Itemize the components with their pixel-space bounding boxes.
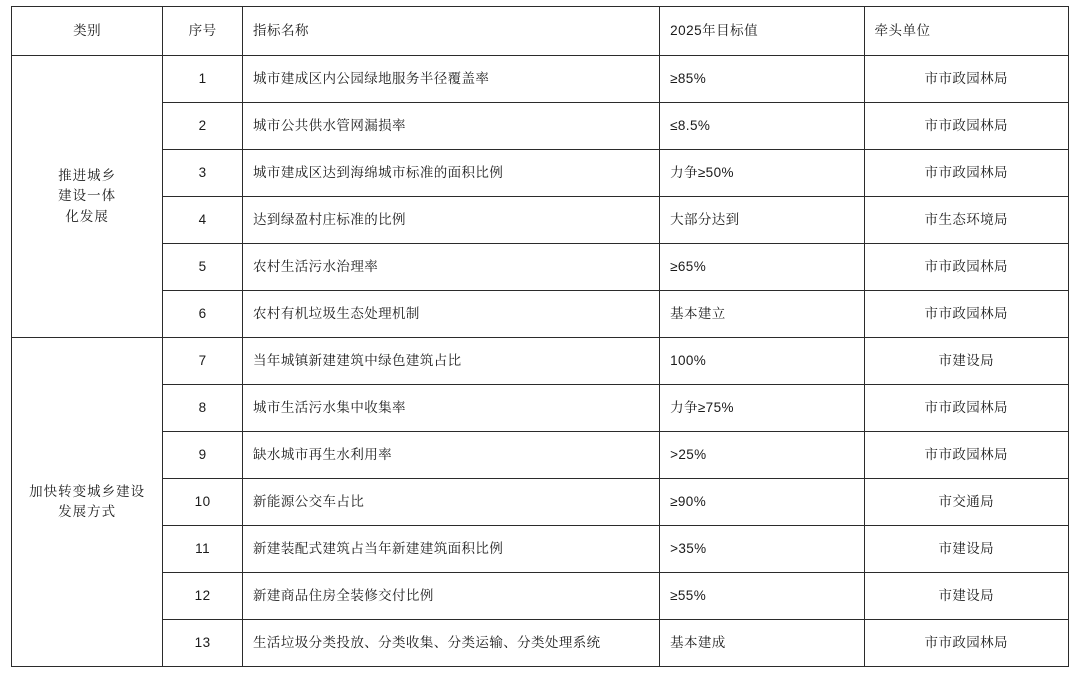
category-line: 加快转变城乡建设: [29, 483, 146, 499]
row-target: 大部分达到: [660, 197, 864, 244]
table-row: [12, 291, 1069, 338]
row-unit: 市市政园林局: [864, 103, 1068, 150]
row-name: 城市建成区达到海绵城市标准的面积比例: [243, 150, 660, 197]
table-row: [12, 620, 1069, 667]
table-row: [12, 385, 1069, 432]
row-unit: 市市政园林局: [864, 244, 1068, 291]
row-unit: 市市政园林局: [864, 150, 1068, 197]
category-line: 化发展: [65, 208, 109, 224]
row-seq: 8: [163, 385, 243, 432]
row-target: >35%: [660, 526, 864, 573]
row-seq: 7: [163, 338, 243, 385]
table-row: [12, 526, 1069, 573]
row-unit: 市市政园林局: [864, 291, 1068, 338]
row-seq: 9: [163, 432, 243, 479]
row-target: ≤8.5%: [660, 103, 864, 150]
row-unit: 市市政园林局: [864, 385, 1068, 432]
table-row: [12, 573, 1069, 620]
row-name: 当年城镇新建建筑中绿色建筑占比: [243, 338, 660, 385]
row-seq: 11: [163, 526, 243, 573]
table-row: [12, 103, 1069, 150]
row-unit: 市市政园林局: [864, 620, 1068, 667]
table-row: [12, 244, 1069, 291]
category-line: 发展方式: [58, 504, 117, 519]
category-cell-group-1: [12, 338, 163, 667]
row-target: 力争≥75%: [660, 385, 864, 432]
indicator-table: [11, 6, 1069, 667]
table-row: [12, 150, 1069, 197]
row-target: 100%: [660, 338, 864, 385]
category-line: 推进城乡: [58, 168, 117, 184]
table-row: [12, 432, 1069, 479]
row-seq: 1: [163, 56, 243, 103]
row-unit: 市生态环境局: [864, 197, 1068, 244]
table-row: [12, 338, 1069, 385]
row-seq: 2: [163, 103, 243, 150]
row-seq: 4: [163, 197, 243, 244]
category-cell-group-0: [12, 56, 163, 338]
table-header: [12, 7, 1069, 56]
row-unit: 市交通局: [864, 479, 1068, 526]
column-header-seq: 序号: [163, 7, 243, 56]
row-name: 农村有机垃圾生态处理机制: [243, 291, 660, 338]
row-name: 新建装配式建筑占当年新建建筑面积比例: [243, 526, 660, 573]
column-header-name: 指标名称: [243, 7, 660, 56]
row-name: 生活垃圾分类投放、分类收集、分类运输、分类处理系统: [243, 620, 660, 667]
row-name: 新建商品住房全装修交付比例: [243, 573, 660, 620]
row-target: >25%: [660, 432, 864, 479]
row-name: 城市生活污水集中收集率: [243, 385, 660, 432]
row-name: 达到绿盈村庄标准的比例: [243, 197, 660, 244]
row-seq: 6: [163, 291, 243, 338]
row-unit: 市建设局: [864, 526, 1068, 573]
row-seq: 5: [163, 244, 243, 291]
column-header-target: 2025年目标值: [660, 7, 864, 56]
row-seq: 10: [163, 479, 243, 526]
table-row: [12, 56, 1069, 103]
table-row: [12, 479, 1069, 526]
row-target: ≥85%: [660, 56, 864, 103]
row-unit: 市市政园林局: [864, 432, 1068, 479]
row-unit: 市建设局: [864, 338, 1068, 385]
row-seq: 12: [163, 573, 243, 620]
row-name: 缺水城市再生水利用率: [243, 432, 660, 479]
row-target: 基本建立: [660, 291, 864, 338]
column-header-unit: 牵头单位: [864, 7, 1068, 56]
row-unit: 市市政园林局: [864, 56, 1068, 103]
row-target: ≥90%: [660, 479, 864, 526]
table-body: [12, 56, 1069, 667]
table-header-row: [12, 7, 1069, 56]
row-name: 城市建成区内公园绿地服务半径覆盖率: [243, 56, 660, 103]
row-target: ≥55%: [660, 573, 864, 620]
row-unit: 市建设局: [864, 573, 1068, 620]
row-target: ≥65%: [660, 244, 864, 291]
row-seq: 3: [163, 150, 243, 197]
table-row: [12, 197, 1069, 244]
row-name: 农村生活污水治理率: [243, 244, 660, 291]
column-header-category: 类别: [12, 7, 163, 56]
row-seq: 13: [163, 620, 243, 667]
row-name: 城市公共供水管网漏损率: [243, 103, 660, 150]
row-target: 基本建成: [660, 620, 864, 667]
row-name: 新能源公交车占比: [243, 479, 660, 526]
category-line: 建设一体: [58, 188, 117, 204]
row-target: 力争≥50%: [660, 150, 864, 197]
